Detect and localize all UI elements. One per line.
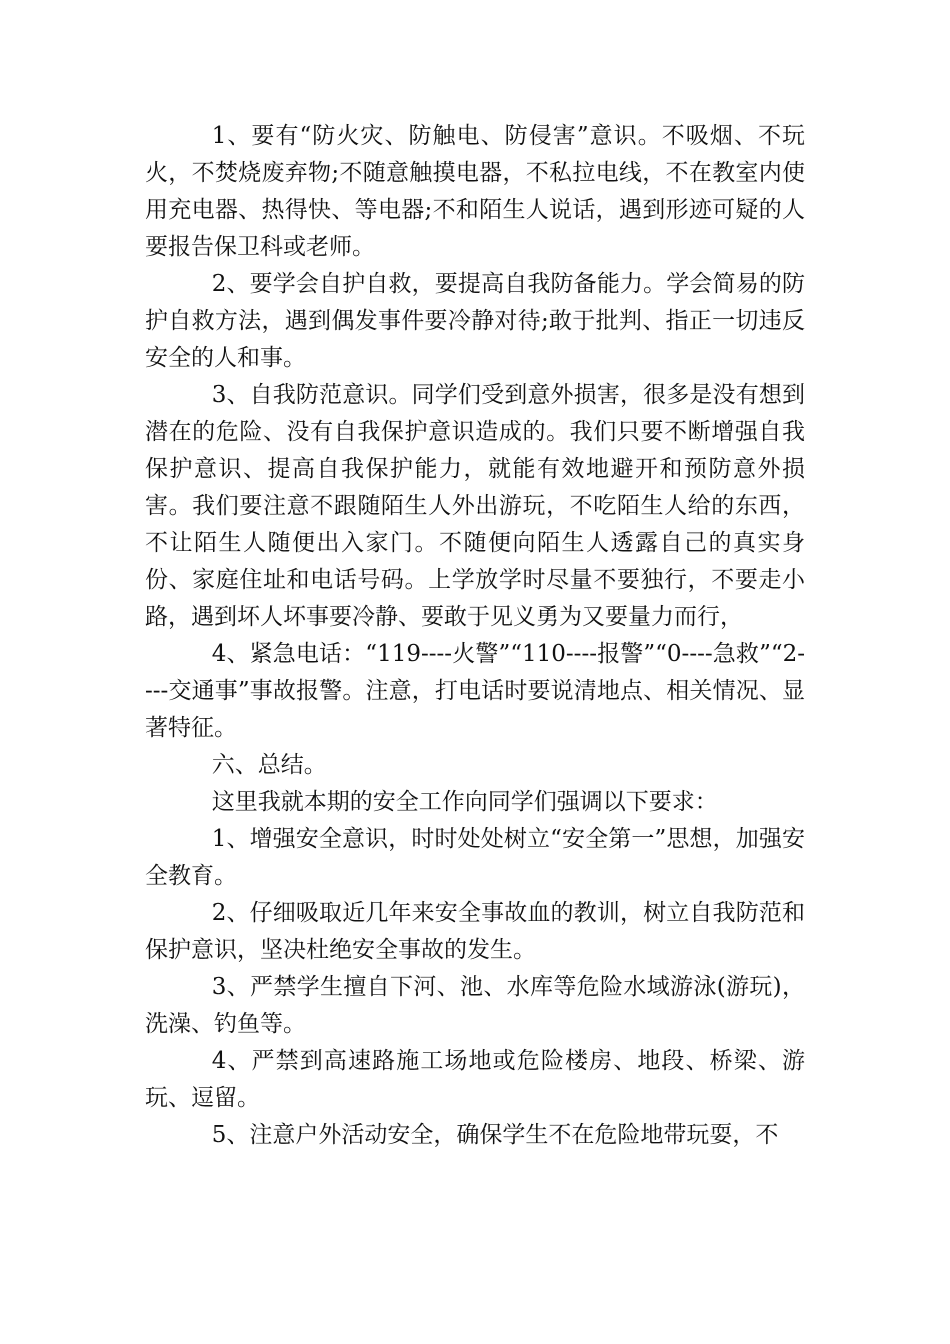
paragraph-emergency-phones: 4、紧急电话：“119----火警”“110----报警”“0----急救”“2----交通事”事故报警。注意，打电话时要说清地点、相关情况、显著特征。 (145, 641, 805, 741)
document-body (145, 118, 805, 1154)
paragraph-safety-awareness: 1、要有“防火灾、防触电、防侵害”意识。不吸烟、不玩火，不焚烧废弃物;不随意触摸电器，不私拉电线，不在教室内使用充电器、热得快、等电器;不和陌生人说话，遇到形迹可疑的人要报告保卫科或老师。 (145, 123, 805, 260)
section-heading-summary: 六、总结。 (211, 752, 327, 778)
paragraph-self-rescue: 2、要学会自护自救，要提高自我防备能力。学会简易的防护自救方法，遇到偶发事件要冷静对待;敢于批判、指正一切违反安全的人和事。 (145, 271, 805, 371)
requirement-item-2: 2、仔细吸取近几年来安全事故血的教训，树立自我防范和保护意识，坚决杜绝安全事故的发生。 (145, 900, 805, 963)
requirement-item-5: 5、注意户外活动安全，确保学生不在危险地带玩耍，不 (211, 1122, 779, 1148)
paragraph-requirements-intro: 这里我就本期的安全工作向同学们强调以下要求： (211, 789, 718, 815)
requirement-item-1: 1、增强安全意识，时时处处树立“安全第一”思想，加强安全教育。 (145, 826, 805, 889)
requirement-item-4: 4、严禁到高速路施工场地或危险楼房、地段、桥梁、游玩、逗留。 (145, 1048, 805, 1111)
requirement-item-3: 3、严禁学生擅自下河、池、水库等危险水域游泳(游玩)，洗澡、钓鱼等。 (145, 974, 805, 1037)
paragraph-self-protection: 3、自我防范意识。同学们受到意外损害，很多是没有想到潜在的危险、没有自我保护意识造成的。我们只要不断增强自我保护意识、提高自我保护能力，就能有效地避开和预防意外损害。我们要注意不跟随陌生人外出游玩，不吃陌生人给的东西，不让陌生人随便出入家门。不随便向陌生人透露自己的真实身份、家庭住址和电话号码。上学放学时尽量不要独行，不要走小路，遇到坏人坏事要冷静、要敢于见义勇为又要量力而行， (145, 382, 805, 630)
